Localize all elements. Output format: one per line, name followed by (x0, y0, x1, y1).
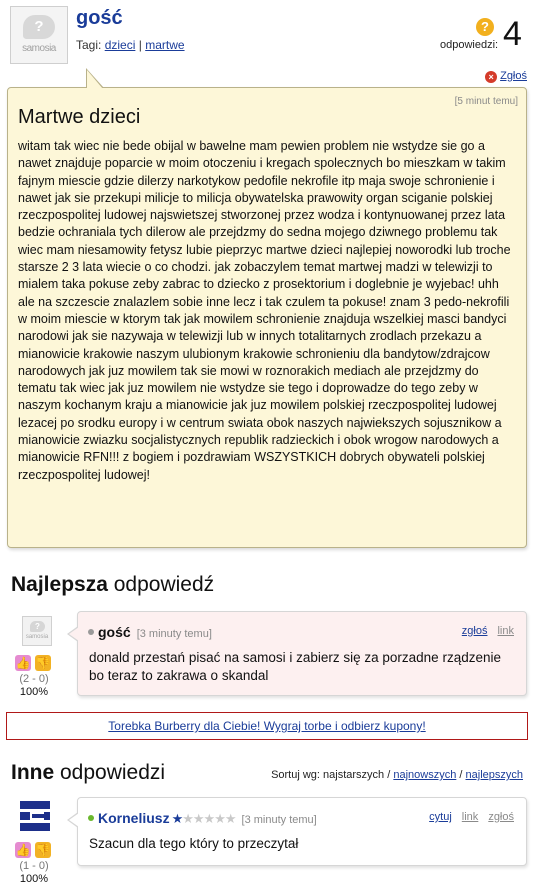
best-answer-heading (11, 573, 214, 597)
sort-separator: / (459, 769, 463, 781)
other-answers-heading (11, 761, 165, 785)
answer-actions (419, 811, 514, 823)
thumbs-up-icon[interactable]: 👍 (15, 656, 31, 670)
question-bubble (7, 87, 527, 548)
sort-newest-link[interactable]: najnowszych (393, 769, 457, 781)
answer-box (77, 797, 527, 866)
avatar-stripe (20, 820, 50, 823)
star-empty-icon: ★★★★★ (182, 811, 236, 826)
question-mark-icon: ? (476, 18, 494, 36)
star-filled-icon: ★ (171, 811, 183, 826)
other-heading-bold: Inne (11, 761, 55, 784)
tag-link-dzieci[interactable]: dzieci (104, 38, 136, 52)
avatar-block (32, 814, 44, 818)
answer-tail-inner (69, 813, 79, 827)
report-label[interactable]: Zgłoś (500, 70, 527, 82)
report-icon: × (485, 71, 497, 83)
best-answer-votes (12, 655, 56, 699)
thumbs-up-icon[interactable]: 👍 (15, 843, 31, 857)
samosia-logo-icon: ? (23, 15, 55, 39)
rating-stars-icon (172, 811, 236, 826)
report-question-link[interactable] (485, 70, 527, 83)
answers-count: 4 (503, 15, 522, 53)
report-answer-link[interactable]: zgłoś (461, 625, 488, 637)
tags-separator: | (138, 38, 142, 52)
question-author[interactable]: gość (76, 7, 123, 29)
answer-tail-inner (69, 627, 79, 641)
best-answer-avatar[interactable] (22, 616, 52, 646)
sort-options (271, 769, 523, 781)
tag-link-martwe[interactable]: martwe (145, 38, 185, 52)
answer-author-line (88, 624, 212, 640)
answer-permalink[interactable]: link (461, 811, 479, 823)
answer-actions (452, 625, 514, 637)
samosia-logo-icon: ? (30, 621, 45, 632)
answer-text: donald przestań pisać na samosi i zabierz się za porzadne rządzenie bo teraz to zakrawa o skandal (89, 650, 501, 683)
other-heading-rest: odpowiedzi (54, 761, 166, 784)
best-answer-box (77, 611, 527, 696)
answer-author[interactable]: Korneliusz (98, 810, 170, 826)
answer-avatar[interactable] (20, 801, 50, 831)
answer-text: Szacun dla tego który to przeczytał (89, 836, 299, 851)
vote-percent: 100% (19, 686, 49, 698)
best-heading-rest: odpowiedź (107, 573, 215, 596)
bubble-tail-inner (87, 70, 103, 89)
thumbs-down-icon[interactable]: 👎 (35, 843, 51, 857)
answers-label: odpowiedzi: (440, 39, 499, 51)
sort-best-link[interactable]: najlepszych (465, 769, 523, 781)
answer-permalink[interactable]: link (497, 625, 514, 637)
sort-label: Sortuj wg: najstarszych / (271, 769, 391, 781)
author-avatar[interactable] (10, 6, 68, 64)
best-heading-bold: Najlepsza (11, 573, 108, 596)
ad-banner (6, 712, 528, 740)
report-answer-link[interactable]: zgłoś (488, 811, 514, 823)
answer-author[interactable]: gość (98, 624, 131, 640)
avatar-logo-text: samosia (22, 43, 56, 54)
vote-counts: (2 - 0) (19, 673, 49, 685)
vote-percent: 100% (19, 873, 49, 885)
question-time: [5 minut temu] (454, 96, 518, 107)
avatar-logo-text: samosia (25, 634, 49, 640)
ad-link[interactable]: Torebka Burberry dla Ciebie! Wygraj torbe i odbierz kupony! (108, 719, 426, 733)
status-dot-icon (88, 629, 94, 635)
answer-time: [3 minuty temu] (241, 814, 317, 826)
quote-link[interactable]: cytuj (429, 811, 452, 823)
answer-author-line (88, 810, 317, 827)
thumbs-down-icon[interactable]: 👎 (35, 656, 51, 670)
tags-label: Tagi: (76, 38, 102, 52)
question-body: witam tak wiec nie bede obijal w bawelne mam pewien problem nie wstydze sie go a nawet znajduje poparcie w moim otoczeniu i kregach spolecznych bo mieszkam w takim fajnym miescie gdzie dilerzy narkotykow pedofile nekrofile itp maja swoje schronienie i nawet jak sie przekupi milicje to milicja obywatelska prawowity organ sciganie polskiej rzeczpospolitej ludowej najswietszej stworzonej przez wodza i kontynuowanej przez lata bedzie ochraniala tych dilerow ale przejdzmy do sedna mojego dziwnego problemu tak wiec mam niesamowity fetysz lubie pieprzyc martwe dzieci najlepiej noworodki lub troche starsze 2 3 lata wiecie o co chodzi. jak zobaczylem temat martwej madzi w telewizji to mialem taka pokuse zeby zabrac to dziecko z prosektorium i doglebnie je wyjebac! uhh ale na szczescie znalazlem sobie inne lecz i tak czulem ta pokuse! znam 3 pedo-nekrofili w moim miescie w ktorym tak jak mowilem schronienie znajduja wszelkiej masci bandyci narodowi jak sie nazywaja w telewizji lub w innych totalitarnych zrodlach przekazu a mianowicie krakowie naszym ulubionym krakowie schronieniu dla bandytow/zdrajcow narodowych jak juz mowilem tak sie mowi w roznorakich mediach ale przejdzmy do tematu tak wiec jak juz mowilem nie wstydze sie tego i doprowadze do tego zeby w naszym kochanym kraju a mianowicie jak juz mowilem polskiej rzeczpospolitej ludowej lezacej po srodku europy i w centrum swiata obok naszych najwiekszych sojusznikow a mianowicie zwiazku socjalistycznych republik radzieckich i obok wrogow narodowych a mianowicie RFN!!! z bogiem i pozdrawiam WSZYSTKICH dobrych obywateli polskiej rzeczpospolitej ludowej! (18, 139, 511, 482)
vote-counts: (1 - 0) (19, 860, 49, 872)
question-title: Martwe dzieci (18, 106, 141, 128)
answer-time: [3 minuty temu] (136, 628, 212, 640)
answer-votes (12, 842, 56, 886)
tags-row (76, 38, 185, 52)
online-dot-icon (88, 815, 94, 821)
